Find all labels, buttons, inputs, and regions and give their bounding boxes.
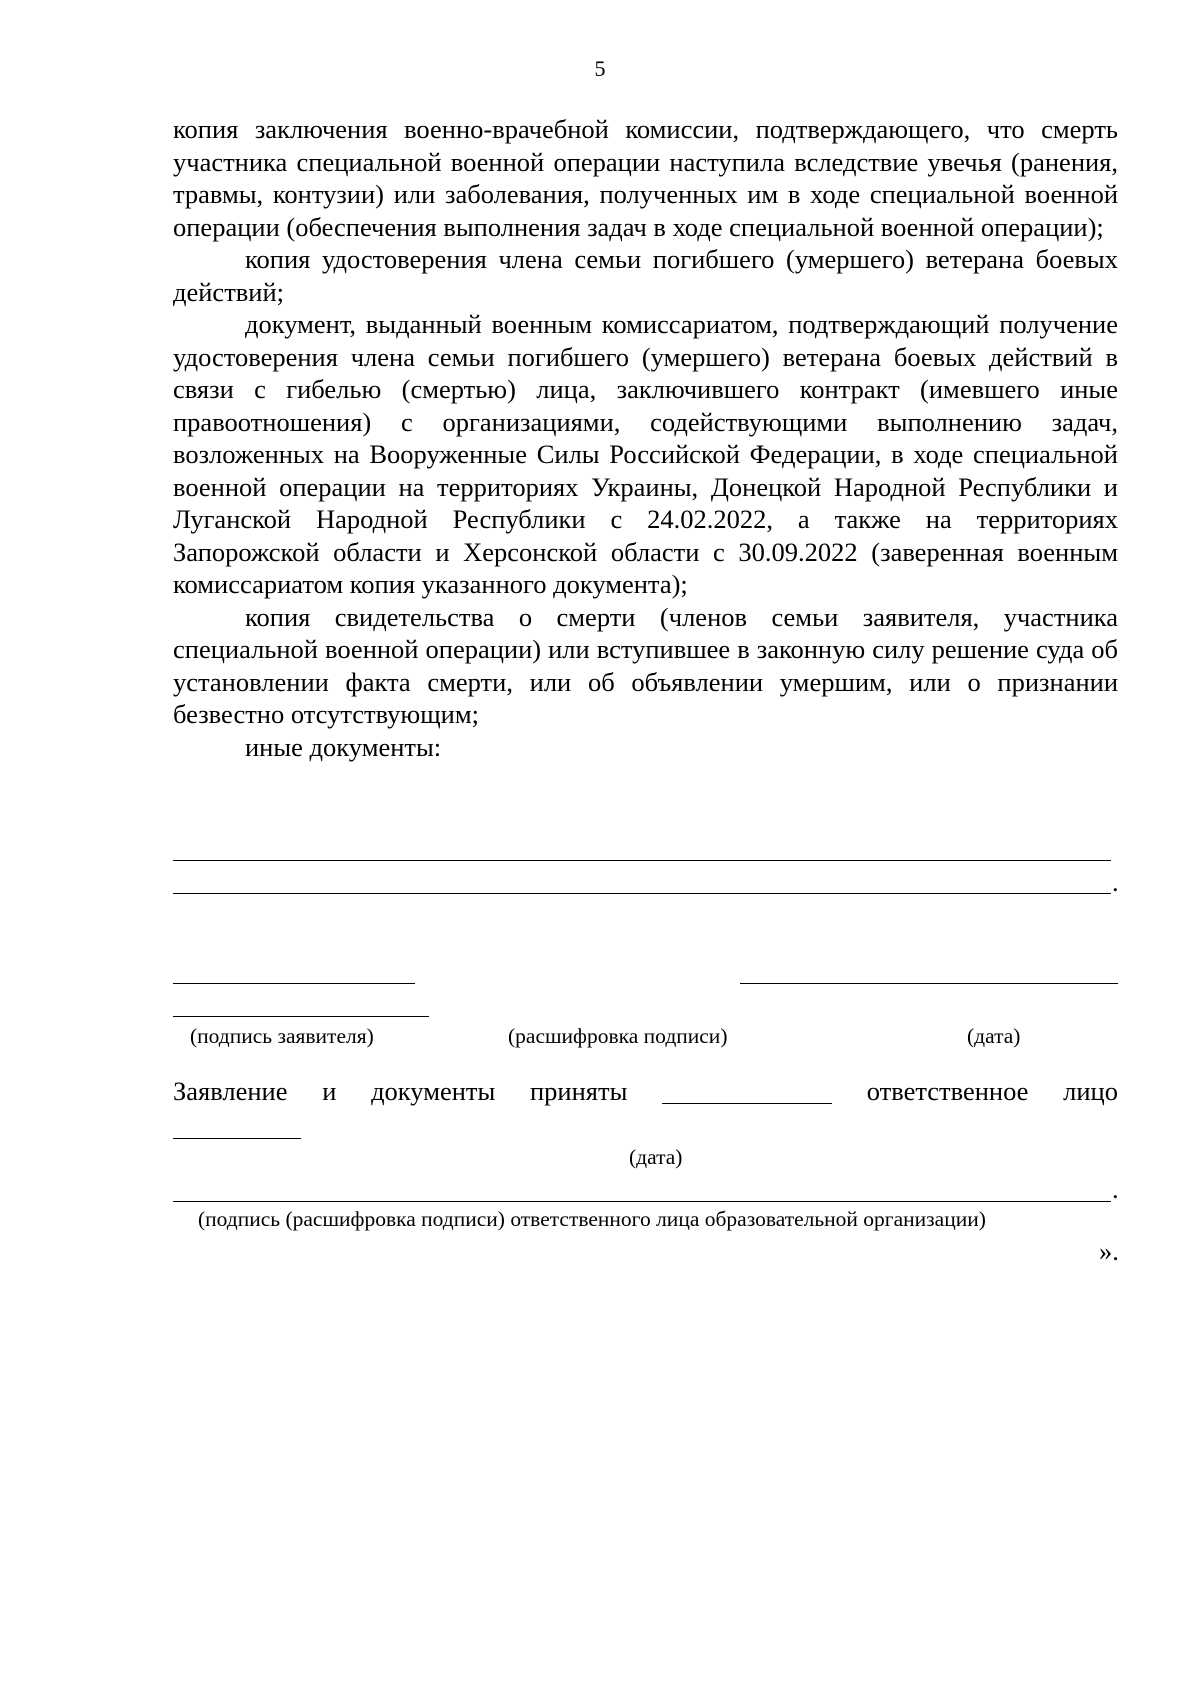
other-docs-line-1 <box>173 860 1111 861</box>
other-docs-line-2 <box>173 893 1111 894</box>
paragraph-death-certificate: копия свидетельства о смерти (членов семьи заявителя, участника специальной военной операции) или вступившее в законную силу решение суда об установлении факта смерти, или об объявлении умершим, или о признании безвестно отсутствующим; <box>173 601 1118 729</box>
responsible-signature-line <box>173 1201 1111 1202</box>
page-number: 5 <box>594 56 606 81</box>
accepted-date-caption: (дата) <box>629 1145 683 1169</box>
accepted-word-and: и <box>322 1076 337 1106</box>
signature-decoding-caption: (расшифровка подписи) <box>508 1024 728 1048</box>
date-line <box>740 983 1118 984</box>
accepted-word-responsible: ответственное <box>866 1076 1029 1106</box>
accepted-word-documents: документы <box>371 1076 496 1106</box>
accepted-word-statement: Заявление <box>173 1076 288 1106</box>
applicant-signature-line <box>173 983 415 984</box>
signature-decoding-line <box>173 1016 429 1017</box>
documents-accepted-row <box>173 1075 1118 1109</box>
accepted-date-blank <box>662 1075 832 1104</box>
responsible-line-end: . <box>1112 1174 1119 1204</box>
paragraph-military-commissariat-document: документ, выданный военным комиссариатом, подтверждающий получение удостоверения члена семьи погибшего (умершего) ветерана боевых действий в связи с гибелью (смертью) лица, заключившего контракт (имевшего иные правоотношения) с организациями, содействующими выполнению задач, возложенных на Вооруженные Силы Российской Федерации, в ходе специальной военной операции на территориях Украины, Донецкой Народной Республики и Луганской Народной Республики с 24.02.2022, а также на территориях Запорожской области и Херсонской области с 30.09.2022 (заверенная военным комиссариатом копия указанного документа); <box>173 309 1118 599</box>
closing-quote-mark: ». <box>1099 1236 1119 1266</box>
accepted-word-person: лицо <box>1063 1076 1118 1106</box>
paragraph-vvk-conclusion: копия заключения военно-врачебной комиссии, подтверждающего, что смерть участника специальной военной операции наступила вследствие увечья (ранения, травмы, контузии) или заболевания, полученных им в ходе специальной военной операции (обеспечения выполнения задач в ходе специальной военной операции); <box>173 114 1118 242</box>
paragraph-family-certificate: копия удостоверения члена семьи погибшего (умершего) ветерана боевых действий; <box>173 244 1118 307</box>
applicant-signature-caption: (подпись заявителя) <box>190 1024 374 1048</box>
document-body <box>173 113 1118 763</box>
other-docs-line-end: . <box>1112 867 1119 897</box>
date-caption: (дата) <box>967 1024 1021 1048</box>
responsible-short-line <box>173 1138 301 1139</box>
paragraph-other-documents: иные документы: <box>245 731 442 762</box>
accepted-word-accepted: приняты <box>530 1076 628 1106</box>
responsible-signature-caption: (подпись (расшифровка подписи) ответственного лица образовательной организации) <box>198 1207 986 1231</box>
